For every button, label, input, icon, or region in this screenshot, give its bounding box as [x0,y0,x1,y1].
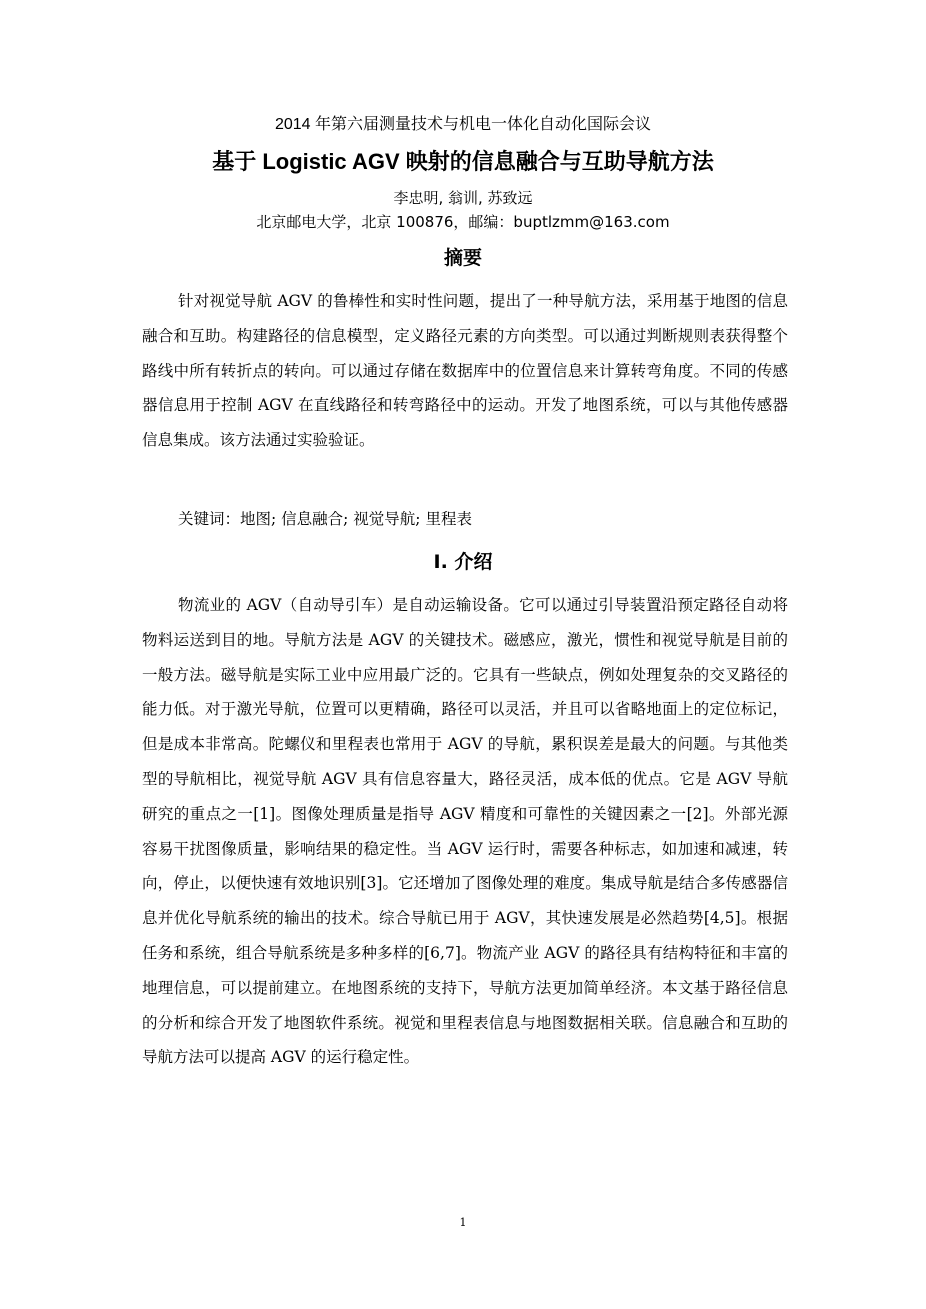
author-list: 李忠明, 翁训, 苏致远 [393,189,533,207]
affiliation-line: 北京邮电大学，北京 100876，邮编：buptlzmm@163.com [256,213,670,231]
abstract-paragraph: 针对视觉导航 AGV 的鲁棒性和实时性问题，提出了一种导航方法，采用基于地图的信息融合和互助。构建路径的信息模型，定义路径元素的方向类型。可以通过判断规则表获得整个路线中所有转折点的转向。可以通过存储在数据库中的位置信息来计算转弯角度。不同的传感器信息用于控制 AGV 在直线路径和转弯路径中的运动。开发了地图系统，可以与其他传感器信息集成。该方法通过实验验证。 [142,292,788,450]
introduction-paragraph: 物流业的 AGV（自动导引车）是自动运输设备。它可以通过引导装置沿预定路径自动将物料运送到目的地。导航方法是 AGV 的关键技术。磁感应，激光，惯性和视觉导航是目前的一般方法。磁导航是实际工业中应用最广泛的。它具有一些缺点，例如处理复杂的交叉路径的能力低。对于激光导航，位置可以更精确，路径可以灵活，并且可以省略地面上的定位标记，但是成本非常高。陀螺仪和里程表也常用于 AGV 的导航，累积误差是最大的问题。与其他类型的导航相比，视觉导航 AGV 具有信息容量大，路径灵活，成本低的优点。它是 AGV 导航研究的重点之一[1]。图像处理质量是指导 AGV 精度和可靠性的关键因素之一[2]。外部光源容易干扰图像质量，影响结果的稳定性。当 AGV 运行时，需要各种标志，如加速和减速，转向，停止，以便快速有效地识别[3]。它还增加了图像处理的难度。集成导航是结合多传感器信息并优化导航系统的输出的技术。综合导航已用于 AGV，其快速发展是必然趋势[4,5]。根据任务和系统，组合导航系统是多种多样的[6,7]。物流产业 AGV 的路径具有结构特征和丰富的地理信息，可以提前建立。在地图系统的支持下，导航方法更加简单经济。本文基于路径信息的分析和综合开发了地图软件系统。视觉和里程表信息与地图数据相关联。信息融合和互助的导航方法可以提高 AGV 的运行稳定性。 [142,596,788,1067]
paper-title: 基于 Logistic AGV 映射的信息融合与互助导航方法 [212,149,714,174]
page-number: 1 [459,1216,467,1229]
conference-line: 2014 年第六届测量技术与机电一体化自动化国际会议 [274,116,652,133]
abstract-heading: 摘要 [443,247,482,269]
section-heading-introduction: I. 介绍 [433,551,493,573]
keywords-line: 关键词：地图; 信息融合; 视觉导航; 里程表 [178,510,472,528]
